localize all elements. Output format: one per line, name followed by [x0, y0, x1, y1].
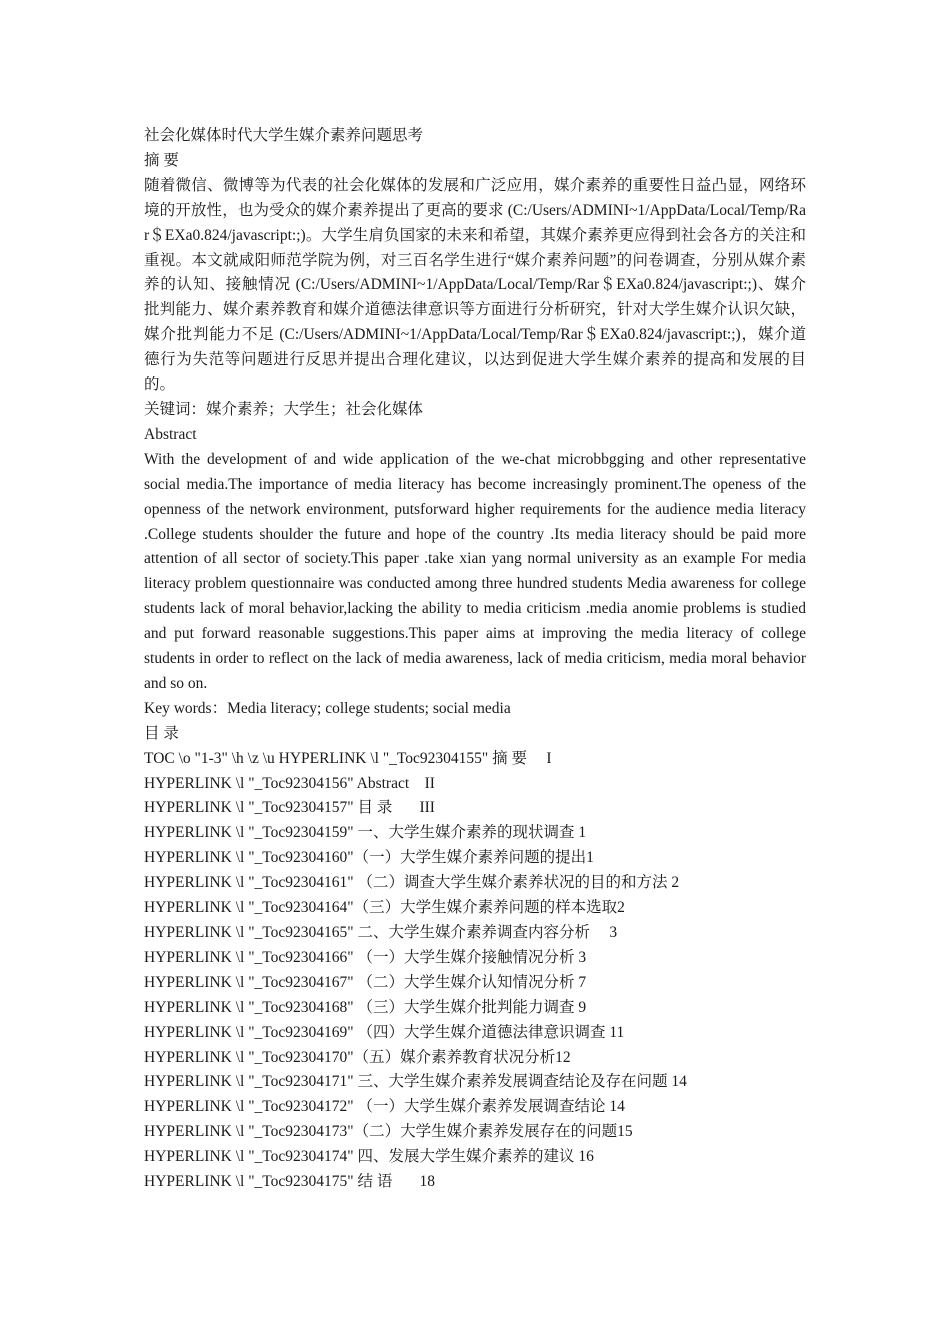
keywords-cn: 关键词：媒介素养；大学生；社会化媒体 — [144, 400, 424, 418]
toc-entry[interactable]: TOC \o "1-3" \h \z \u HYPERLINK \l "_Toc92304155" 摘 要 I — [144, 749, 552, 767]
toc-entry[interactable]: HYPERLINK \l "_Toc92304175" 结 语 18 — [144, 1173, 435, 1191]
toc-entry[interactable]: HYPERLINK \l "_Toc92304167" （二）大学生媒介认知情况分析 7 — [144, 973, 587, 991]
toc-entry[interactable]: HYPERLINK \l "_Toc92304160"（一）大学生媒介素养问题的提出1 — [144, 849, 594, 867]
toc-entry[interactable]: HYPERLINK \l "_Toc92304169" （四）大学生媒介道德法律意识调查 11 — [144, 1023, 625, 1041]
toc-entry[interactable]: HYPERLINK \l "_Toc92304172" （一）大学生媒介素养发展调查结论 14 — [144, 1098, 625, 1116]
toc-entry[interactable]: HYPERLINK \l "_Toc92304171" 三、大学生媒介素养发展调查结论及存在问题 14 — [144, 1073, 687, 1091]
toc-entry[interactable]: HYPERLINK \l "_Toc92304161" （二）调查大学生媒介素养状况的目的和方法 2 — [144, 874, 680, 892]
abstract-cn-body: 随着微信、微博等为代表的社会化媒体的发展和广泛应用，媒介素养的重要性日益凸显，网络环境的开放性，也为受众的媒介素养提出了更高的要求 (C:/Users/ADMINI~1/AppData/Local/Temp/Rar＄EXa0.824/javascript:;)。大学生肩负国家的未来和希望，其媒介素养更应得到社会各方的关注和重视。本文就咸阳师范学院为例，对三百名学生进行“媒介素养问题”的问卷调查，分别从媒介素养的认知、接触情况 (C:/Users/ADMINI~1/AppData/Local/Temp/Rar＄EXa0.824/javascript:;)、媒介批判能力、媒介素养教育和媒介道德法律意识等方面进行分析研究，针对大学生媒介认识欠缺，媒介批判能力不足 (C:/Users/ADMINI~1/AppData/Local/Temp/Rar＄EXa0.824/javascript:;)，媒介道德行为失范等问题进行反思并提出合理化建议，以达到促进大学生媒介素养的提高和发展的目的。 — [144, 176, 806, 394]
toc-entry[interactable]: HYPERLINK \l "_Toc92304165" 二、大学生媒介素养调查内容分析 3 — [144, 924, 618, 941]
toc-entry[interactable]: HYPERLINK \l "_Toc92304173"（二）大学生媒介素养发展存在的问题15 — [144, 1123, 633, 1141]
abstract-cn-heading: 摘 要 — [144, 151, 179, 169]
document-page — [144, 124, 806, 1195]
toc-entry[interactable]: HYPERLINK \l "_Toc92304156" Abstract II — [144, 774, 435, 792]
table-of-contents — [144, 747, 806, 1195]
keywords-en: Key words：Media literacy; college students; social media — [144, 699, 511, 717]
abstract-en-body: With the development of and wide application of the we-chat microbbgging and other representative social media.The importance of media literacy has become increasingly prominent.The openess of the openness of the network environment, putsforward higher requirements for the audience media literacy .College students shoulder the future and hope of the country .Its media literacy should be paid more attention of all sector of society.This paper .take xian yang normal university as an example For media literacy problem questionnaire was conducted among three hundred students Media awareness for college students lack of moral behavior,lacking the ability to media criticism .media anomie problems is studied and put forward reasonable suggestions.This paper aims at improving the media literacy of college students in order to reflect on the lack of media awareness, lack of media criticism, media moral behavior and so on. — [144, 450, 806, 692]
toc-heading: 目 录 — [144, 724, 179, 742]
toc-entry[interactable]: HYPERLINK \l "_Toc92304166" （一）大学生媒介接触情况分析 3 — [144, 948, 587, 966]
toc-entry[interactable]: HYPERLINK \l "_Toc92304168" （三）大学生媒介批判能力调查 9 — [144, 998, 587, 1016]
abstract-en-heading: Abstract — [144, 425, 197, 443]
toc-entry[interactable]: HYPERLINK \l "_Toc92304157" 目 录 III — [144, 799, 435, 817]
toc-entry[interactable]: HYPERLINK \l "_Toc92304164"（三）大学生媒介素养问题的样本选取2 — [144, 899, 625, 917]
toc-entry[interactable]: HYPERLINK \l "_Toc92304159" 一、大学生媒介素养的现状调查 1 — [144, 824, 587, 842]
toc-entry[interactable]: HYPERLINK \l "_Toc92304170"（五）媒介素养教育状况分析12 — [144, 1048, 571, 1066]
toc-entry[interactable]: HYPERLINK \l "_Toc92304174" 四、发展大学生媒介素养的建议 16 — [144, 1148, 594, 1166]
document-title: 社会化媒体时代大学生媒介素养问题思考 — [144, 127, 424, 144]
